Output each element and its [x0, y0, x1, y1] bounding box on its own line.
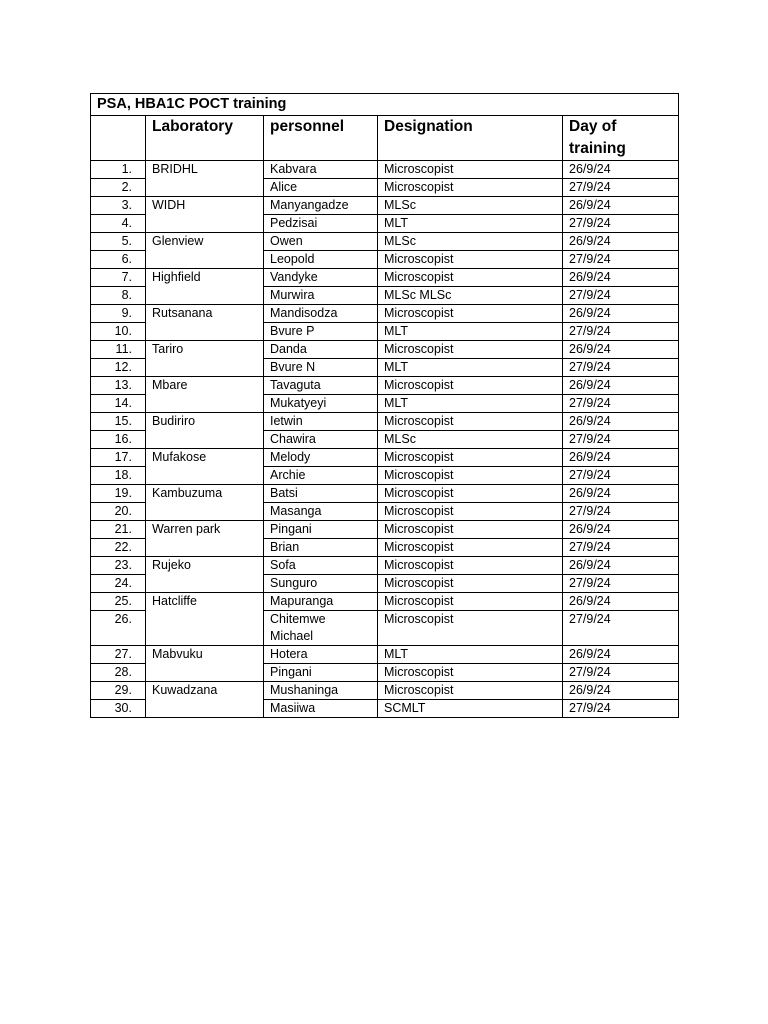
day-cell: 26/9/24 — [563, 377, 679, 395]
laboratory-cell — [146, 467, 264, 485]
row-number: 26. — [91, 611, 146, 646]
table-row — [91, 341, 679, 359]
header-day-of-training: Day of training — [563, 116, 679, 161]
table-row — [91, 431, 679, 449]
personnel-cell: Batsi — [264, 485, 378, 503]
day-cell: 26/9/24 — [563, 646, 679, 664]
table-row — [91, 269, 679, 287]
personnel-cell: Murwira — [264, 287, 378, 305]
day-cell: 26/9/24 — [563, 305, 679, 323]
day-cell: 27/9/24 — [563, 359, 679, 377]
row-number: 1. — [91, 161, 146, 179]
row-number: 11. — [91, 341, 146, 359]
designation-cell: Microscopist — [378, 251, 563, 269]
laboratory-cell: Rutsanana — [146, 305, 264, 323]
table-row — [91, 700, 679, 718]
laboratory-cell — [146, 664, 264, 682]
designation-cell: Microscopist — [378, 557, 563, 575]
personnel-cell: Masanga — [264, 503, 378, 521]
table-row — [91, 557, 679, 575]
header-personnel: personnel — [264, 116, 378, 161]
header-designation: Designation — [378, 116, 563, 161]
personnel-cell: Mukatyeyi — [264, 395, 378, 413]
table-row — [91, 305, 679, 323]
table-title: PSA, HBA1C POCT training — [91, 94, 679, 116]
table-row — [91, 467, 679, 485]
table-row — [91, 287, 679, 305]
row-number: 30. — [91, 700, 146, 718]
header-number — [91, 116, 146, 161]
row-number: 17. — [91, 449, 146, 467]
laboratory-cell: Rujeko — [146, 557, 264, 575]
designation-cell: Microscopist — [378, 377, 563, 395]
laboratory-cell — [146, 251, 264, 269]
row-number: 6. — [91, 251, 146, 269]
laboratory-cell — [146, 611, 264, 646]
laboratory-cell: Warren park — [146, 521, 264, 539]
table-row — [91, 539, 679, 557]
day-cell: 26/9/24 — [563, 593, 679, 611]
laboratory-cell — [146, 179, 264, 197]
personnel-cell: Leopold — [264, 251, 378, 269]
day-cell: 27/9/24 — [563, 287, 679, 305]
laboratory-cell: Budiriro — [146, 413, 264, 431]
designation-cell: MLT — [378, 359, 563, 377]
personnel-cell: Sunguro — [264, 575, 378, 593]
day-cell: 27/9/24 — [563, 539, 679, 557]
day-cell: 27/9/24 — [563, 700, 679, 718]
designation-cell: MLSc — [378, 431, 563, 449]
laboratory-cell — [146, 215, 264, 233]
laboratory-cell: Tariro — [146, 341, 264, 359]
personnel-cell: Masiiwa — [264, 700, 378, 718]
table-row — [91, 359, 679, 377]
personnel-cell: Chitemwe Michael — [264, 611, 378, 646]
personnel-cell: Sofa — [264, 557, 378, 575]
day-cell: 26/9/24 — [563, 341, 679, 359]
designation-cell: Microscopist — [378, 413, 563, 431]
row-number: 18. — [91, 467, 146, 485]
day-cell: 26/9/24 — [563, 233, 679, 251]
designation-cell: MLT — [378, 395, 563, 413]
table-row — [91, 395, 679, 413]
designation-cell: MLSc — [378, 197, 563, 215]
day-cell: 27/9/24 — [563, 251, 679, 269]
laboratory-cell — [146, 503, 264, 521]
day-cell: 27/9/24 — [563, 575, 679, 593]
designation-cell: MLT — [378, 646, 563, 664]
day-cell: 26/9/24 — [563, 682, 679, 700]
table-row — [91, 521, 679, 539]
row-number: 23. — [91, 557, 146, 575]
designation-cell: Microscopist — [378, 575, 563, 593]
designation-cell: Microscopist — [378, 503, 563, 521]
day-cell: 26/9/24 — [563, 557, 679, 575]
day-cell: 27/9/24 — [563, 611, 679, 646]
personnel-cell: Vandyke — [264, 269, 378, 287]
laboratory-cell: Hatcliffe — [146, 593, 264, 611]
table-row — [91, 664, 679, 682]
day-cell: 27/9/24 — [563, 395, 679, 413]
table-row — [91, 179, 679, 197]
designation-cell: Microscopist — [378, 664, 563, 682]
personnel-cell: Manyangadze — [264, 197, 378, 215]
laboratory-cell: Kambuzuma — [146, 485, 264, 503]
day-cell: 26/9/24 — [563, 449, 679, 467]
personnel-cell: Mandisodza — [264, 305, 378, 323]
personnel-cell: Brian — [264, 539, 378, 557]
row-number: 29. — [91, 682, 146, 700]
designation-cell: Microscopist — [378, 449, 563, 467]
day-cell: 27/9/24 — [563, 467, 679, 485]
row-number: 16. — [91, 431, 146, 449]
table-row — [91, 611, 679, 646]
designation-cell: Microscopist — [378, 305, 563, 323]
personnel-cell: Pingani — [264, 664, 378, 682]
designation-cell: Microscopist — [378, 341, 563, 359]
row-number: 13. — [91, 377, 146, 395]
table-row — [91, 251, 679, 269]
designation-cell: Microscopist — [378, 521, 563, 539]
designation-cell: Microscopist — [378, 539, 563, 557]
row-number: 25. — [91, 593, 146, 611]
laboratory-cell — [146, 287, 264, 305]
row-number: 22. — [91, 539, 146, 557]
designation-cell: Microscopist — [378, 161, 563, 179]
designation-cell: MLSc MLSc — [378, 287, 563, 305]
laboratory-cell: Mabvuku — [146, 646, 264, 664]
personnel-cell: Melody — [264, 449, 378, 467]
row-number: 5. — [91, 233, 146, 251]
table-body — [91, 94, 679, 718]
personnel-cell: Pingani — [264, 521, 378, 539]
personnel-cell: Owen — [264, 233, 378, 251]
row-number: 28. — [91, 664, 146, 682]
personnel-cell: Mushaninga — [264, 682, 378, 700]
day-cell: 27/9/24 — [563, 323, 679, 341]
personnel-cell: Chawira — [264, 431, 378, 449]
day-cell: 27/9/24 — [563, 431, 679, 449]
laboratory-cell — [146, 539, 264, 557]
designation-cell: Microscopist — [378, 593, 563, 611]
laboratory-cell: Mbare — [146, 377, 264, 395]
row-number: 9. — [91, 305, 146, 323]
training-table — [90, 93, 679, 718]
laboratory-cell: Mufakose — [146, 449, 264, 467]
personnel-cell: Kabvara — [264, 161, 378, 179]
title-row — [91, 94, 679, 116]
row-number: 8. — [91, 287, 146, 305]
row-number: 21. — [91, 521, 146, 539]
row-number: 24. — [91, 575, 146, 593]
table-row — [91, 215, 679, 233]
personnel-cell: Alice — [264, 179, 378, 197]
laboratory-cell — [146, 395, 264, 413]
row-number: 3. — [91, 197, 146, 215]
table-row — [91, 575, 679, 593]
designation-cell: MLT — [378, 323, 563, 341]
table-row — [91, 646, 679, 664]
day-cell: 27/9/24 — [563, 664, 679, 682]
row-number: 4. — [91, 215, 146, 233]
personnel-cell: Bvure P — [264, 323, 378, 341]
row-number: 19. — [91, 485, 146, 503]
laboratory-cell: Kuwadzana — [146, 682, 264, 700]
personnel-cell: Danda — [264, 341, 378, 359]
laboratory-cell — [146, 575, 264, 593]
designation-cell: Microscopist — [378, 611, 563, 646]
laboratory-cell — [146, 323, 264, 341]
row-number: 14. — [91, 395, 146, 413]
day-cell: 26/9/24 — [563, 269, 679, 287]
laboratory-cell: Highfield — [146, 269, 264, 287]
laboratory-cell — [146, 700, 264, 718]
table-row — [91, 197, 679, 215]
day-cell: 26/9/24 — [563, 197, 679, 215]
personnel-cell: Ietwin — [264, 413, 378, 431]
day-cell: 26/9/24 — [563, 521, 679, 539]
header-laboratory: Laboratory — [146, 116, 264, 161]
day-cell: 26/9/24 — [563, 161, 679, 179]
personnel-cell: Tavaguta — [264, 377, 378, 395]
table-row — [91, 593, 679, 611]
designation-cell: Microscopist — [378, 179, 563, 197]
laboratory-cell: WIDH — [146, 197, 264, 215]
designation-cell: Microscopist — [378, 682, 563, 700]
designation-cell: SCMLT — [378, 700, 563, 718]
table-row — [91, 449, 679, 467]
table-row — [91, 233, 679, 251]
table-row — [91, 503, 679, 521]
row-number: 10. — [91, 323, 146, 341]
designation-cell: MLSc — [378, 233, 563, 251]
row-number: 7. — [91, 269, 146, 287]
table-row — [91, 161, 679, 179]
laboratory-cell: BRIDHL — [146, 161, 264, 179]
row-number: 15. — [91, 413, 146, 431]
row-number: 20. — [91, 503, 146, 521]
table-row — [91, 323, 679, 341]
day-cell: 27/9/24 — [563, 215, 679, 233]
personnel-cell: Pedzisai — [264, 215, 378, 233]
laboratory-cell — [146, 431, 264, 449]
day-cell: 26/9/24 — [563, 413, 679, 431]
designation-cell: Microscopist — [378, 269, 563, 287]
table-row — [91, 377, 679, 395]
personnel-cell: Archie — [264, 467, 378, 485]
designation-cell: Microscopist — [378, 485, 563, 503]
header-row — [91, 116, 679, 161]
row-number: 2. — [91, 179, 146, 197]
table-row — [91, 682, 679, 700]
day-cell: 27/9/24 — [563, 503, 679, 521]
table-row — [91, 485, 679, 503]
laboratory-cell: Glenview — [146, 233, 264, 251]
laboratory-cell — [146, 359, 264, 377]
table-row — [91, 413, 679, 431]
day-cell: 27/9/24 — [563, 179, 679, 197]
personnel-cell: Mapuranga — [264, 593, 378, 611]
personnel-cell: Bvure N — [264, 359, 378, 377]
designation-cell: Microscopist — [378, 467, 563, 485]
day-cell: 26/9/24 — [563, 485, 679, 503]
designation-cell: MLT — [378, 215, 563, 233]
row-number: 12. — [91, 359, 146, 377]
personnel-cell: Hotera — [264, 646, 378, 664]
row-number: 27. — [91, 646, 146, 664]
